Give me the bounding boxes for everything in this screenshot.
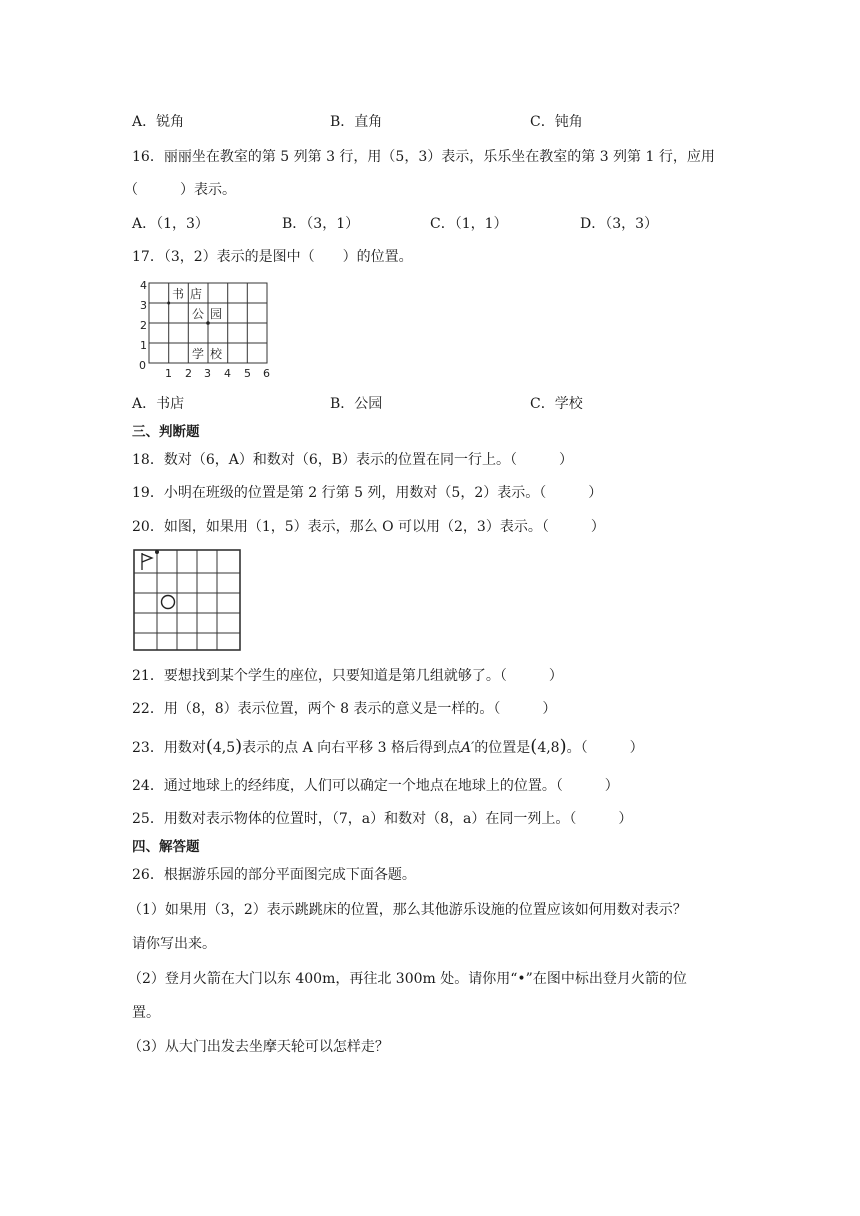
q15-option-a: A．锐角 <box>132 114 185 130</box>
q17-grid-label-gong: 公 <box>192 307 205 321</box>
q16-option-b: B．（3，1） <box>282 216 360 232</box>
q26-stem: 26．根据游乐园的部分平面图完成下面各题。 <box>132 867 416 883</box>
flag-icon <box>142 553 152 570</box>
q17-x-tick-0: 0 <box>139 359 146 372</box>
q15-option-b: B．直角 <box>330 114 383 130</box>
q23-middle2: 的位置是 <box>474 740 531 756</box>
q17-x-tick-3: 3 <box>204 367 211 380</box>
q17-x-tick-6: 6 <box>263 367 270 380</box>
q23-middle: 表示的点 A 向右平移 3 格后得到点 <box>242 740 461 756</box>
q23-pair1: 4,5 <box>212 740 236 756</box>
q17-grid-label-dian: 店 <box>190 287 203 301</box>
q17-grid-label-shu: 书 <box>172 287 185 301</box>
q17-grid-label-xue: 学 <box>192 347 205 361</box>
q20-text: 20．如图，如果用（1，5）表示，那么 O 可以用（2，3）表示。（ ） <box>132 519 605 535</box>
q17-grid-label-xiao: 校 <box>210 347 223 361</box>
q16-text-line1: 16．丽丽坐在教室的第 5 列第 3 行，用（5，3）表示，乐乐坐在教室的第 3 列第 1 行，应用 <box>132 149 715 165</box>
q16-option-a: A．（1，3） <box>132 216 209 232</box>
q16-option-d: D．（3，3） <box>580 216 659 232</box>
q17-x-tick-5: 5 <box>244 367 251 380</box>
q23-pair2: 4,8 <box>537 740 560 756</box>
q19-text: 19．小明在班级的位置是第 2 行第 5 列，用数对（5，2）表示。（ ） <box>132 485 603 501</box>
q23-text: 23．用数对(4,5)表示的点 A 向右平移 3 格后得到点A′的位置是(4,8)。（ ） <box>132 736 644 757</box>
q17-text: 17．（3，2）表示的是图中（ ）的位置。 <box>132 249 413 265</box>
q23-point: A′ <box>460 740 475 756</box>
q26-part1-line2: 请你写出来。 <box>132 936 216 952</box>
circle-o-icon <box>162 596 175 609</box>
q22-text: 22．用（8，8）表示位置，两个 8 表示的意义是一样的。（ ） <box>132 701 557 717</box>
q23-prefix: 23．用数对 <box>132 740 206 756</box>
q20-grid-figure <box>132 548 244 654</box>
q17-x-tick-1: 1 <box>165 367 172 380</box>
q25-text: 25．用数对表示物体的位置时，（7，a）和数对（8，a）在同一列上。（ ） <box>132 811 633 827</box>
q18-text: 18．数对（6，A）和数对（6，B）表示的位置在同一行上。（ ） <box>132 452 574 468</box>
q16-option-c: C．（1，1） <box>430 216 508 232</box>
q17-grid-label-yuan: 园 <box>210 307 223 321</box>
q23-suffix: 。（ ） <box>566 740 644 756</box>
q17-x-tick-4: 4 <box>224 367 231 380</box>
q17-option-b: B．公园 <box>330 396 383 412</box>
q16-text-line2: （ ）表示。 <box>124 182 236 198</box>
q17-y-tick-1: 1 <box>140 339 147 352</box>
q26-part2-line1: （2）登月火箭在大门以东 400m，再往北 300m 处。请你用“•”在图中标出登月火箭的位 <box>128 971 687 987</box>
section-heading-judgement: 三、判断题 <box>132 424 200 440</box>
q26-part3: （3）从大门出发去坐摩天轮可以怎样走？ <box>128 1039 389 1055</box>
q17-y-tick-4: 4 <box>140 279 147 292</box>
q15-option-c: C．钝角 <box>530 114 583 130</box>
q17-option-c: C．学校 <box>530 396 583 412</box>
q26-part1-line1: （1）如果用（3，2）表示跳跳床的位置，那么其他游乐设施的位置应该如何用数对表示？ <box>128 902 687 918</box>
q17-option-a: A．书店 <box>132 396 185 412</box>
q21-text: 21．要想找到某个学生的座位，只要知道是第几组就够了。（ ） <box>132 668 563 684</box>
section-heading-solutions: 四、解答题 <box>132 839 200 855</box>
q24-text: 24．通过地球上的经纬度，人们可以确定一个地点在地球上的位置。（ ） <box>132 778 619 794</box>
q26-part2-line2: 置。 <box>132 1005 160 1021</box>
q17-x-tick-2: 2 <box>185 367 192 380</box>
q17-y-tick-3: 3 <box>140 299 147 312</box>
q17-y-tick-2: 2 <box>140 319 147 332</box>
q17-grid-figure <box>132 278 277 382</box>
